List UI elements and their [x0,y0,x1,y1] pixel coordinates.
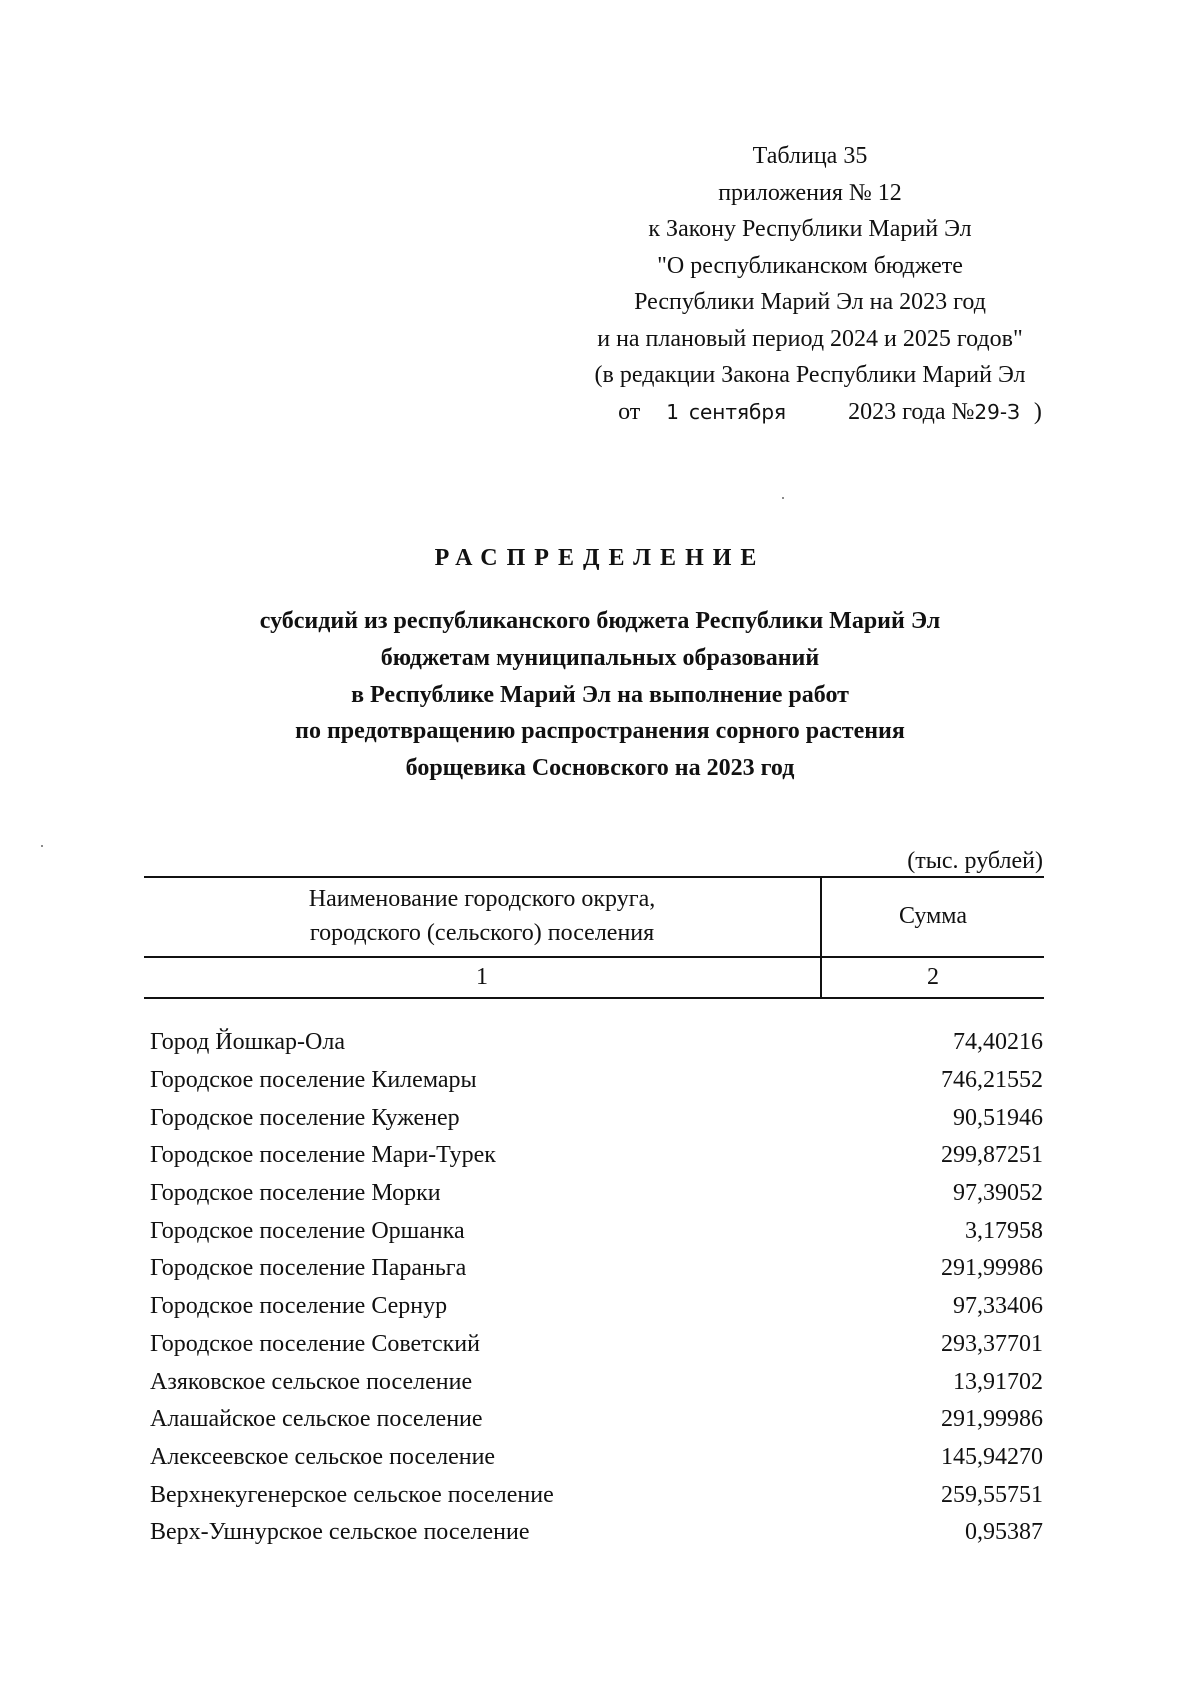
date-month: сентября [688,399,787,424]
row-amount: 746,21552 [941,1067,1043,1094]
appendix-line: Таблица 35 [752,143,868,169]
table-row [150,1099,1043,1137]
units-label: (тыс. рублей) [907,848,1043,874]
row-amount: 259,55751 [941,1481,1043,1508]
subtitle-line: в Республике Марий Эл на выполнение работ [351,681,849,708]
table-row [150,1326,1043,1364]
appendix-line: и на плановый период 2024 и 2025 годов" [597,325,1023,352]
table-row [150,1288,1043,1326]
row-name: Городское поселение Куженер [150,1104,460,1131]
date-prefix: от [618,398,641,425]
row-name: Городское поселение Советский [150,1330,480,1357]
row-name: Город Йошкар-Ола [150,1029,345,1056]
row-name: Городское поселение Оршанка [150,1217,465,1244]
appendix-reference [500,138,1120,430]
table-row [150,1137,1043,1175]
table-row [150,1024,1043,1062]
date-day: 1 [666,399,679,424]
row-name: Городское поселение Морки [150,1180,441,1207]
column-number-1: 1 [476,964,488,990]
row-amount: 13,91702 [953,1368,1043,1395]
row-amount: 97,33406 [953,1293,1043,1320]
subtitle-line: субсидий из республиканского бюджета Республики Марий Эл [259,608,941,634]
scan-speck [41,845,43,847]
table-row [150,1062,1043,1100]
table-top-rule [144,876,1044,878]
row-amount: 0,95387 [965,1519,1043,1546]
table-header [144,876,1044,999]
header-name-line: городского (сельского) поселения [309,920,655,946]
table-header-rule [144,956,1044,958]
table-row [150,1175,1043,1213]
table-body [150,1024,1043,1552]
row-name: Алашайское сельское поселение [150,1406,483,1433]
table-row [150,1514,1043,1552]
table-row [150,1439,1043,1477]
table-row [150,1250,1043,1288]
appendix-line: к Закону Республики Марий Эл [648,216,972,242]
row-amount: 291,99986 [941,1255,1043,1282]
subtitle-line: по предотвращению распространения сорного растения [295,718,905,745]
subtitle-line: бюджетам муниципальных образований [380,644,820,671]
table-numbers-rule [144,997,1044,999]
appendix-line: Республики Марий Эл на 2023 год [634,289,986,315]
appendix-line: приложения № 12 [718,179,902,206]
scan-speck [782,497,784,499]
row-amount: 145,94270 [941,1443,1043,1470]
amendment-date-line [500,394,1120,431]
row-amount: 299,87251 [941,1142,1043,1169]
table-row [150,1363,1043,1401]
table-row [150,1401,1043,1439]
date-year: 2023 года № [848,398,975,425]
row-amount: 74,40216 [953,1029,1043,1056]
date-suffix: ) [1033,398,1042,425]
row-name: Верх-Ушнурское сельское поселение [150,1519,530,1546]
header-name-line: Наименование городского округа, [308,886,656,912]
appendix-line: "О республиканском бюджете [657,252,963,279]
row-amount: 293,37701 [941,1330,1043,1357]
column-number-2: 2 [927,964,939,990]
row-name: Городское поселение Мари-Турек [150,1142,496,1169]
row-amount: 291,99986 [941,1406,1043,1433]
row-name: Городское поселение Килемары [150,1067,477,1094]
row-amount: 90,51946 [953,1104,1043,1131]
row-amount: 97,39052 [953,1180,1043,1207]
row-name: Городское поселение Сернур [150,1293,448,1320]
law-number: 29-З [974,399,1020,424]
table-row [150,1212,1043,1250]
row-amount: 3,17958 [965,1217,1043,1244]
subtitle-line: борщевика Сосновского на 2023 год [405,755,795,782]
row-name: Алексеевское сельское поселение [150,1443,496,1470]
row-name: Азяковское сельское поселение [150,1368,473,1395]
header-amount-column: Сумма [899,903,967,929]
row-name: Городское поселение Параньга [150,1255,467,1282]
document-subtitle [150,603,1050,787]
header-name-column [144,882,820,950]
document-title: РАСПРЕДЕЛЕНИЕ [434,545,766,571]
row-name: Верхнекугенерское сельское поселение [150,1481,554,1508]
table-row [150,1476,1043,1514]
appendix-line: (в редакции Закона Республики Марий Эл [594,362,1026,388]
